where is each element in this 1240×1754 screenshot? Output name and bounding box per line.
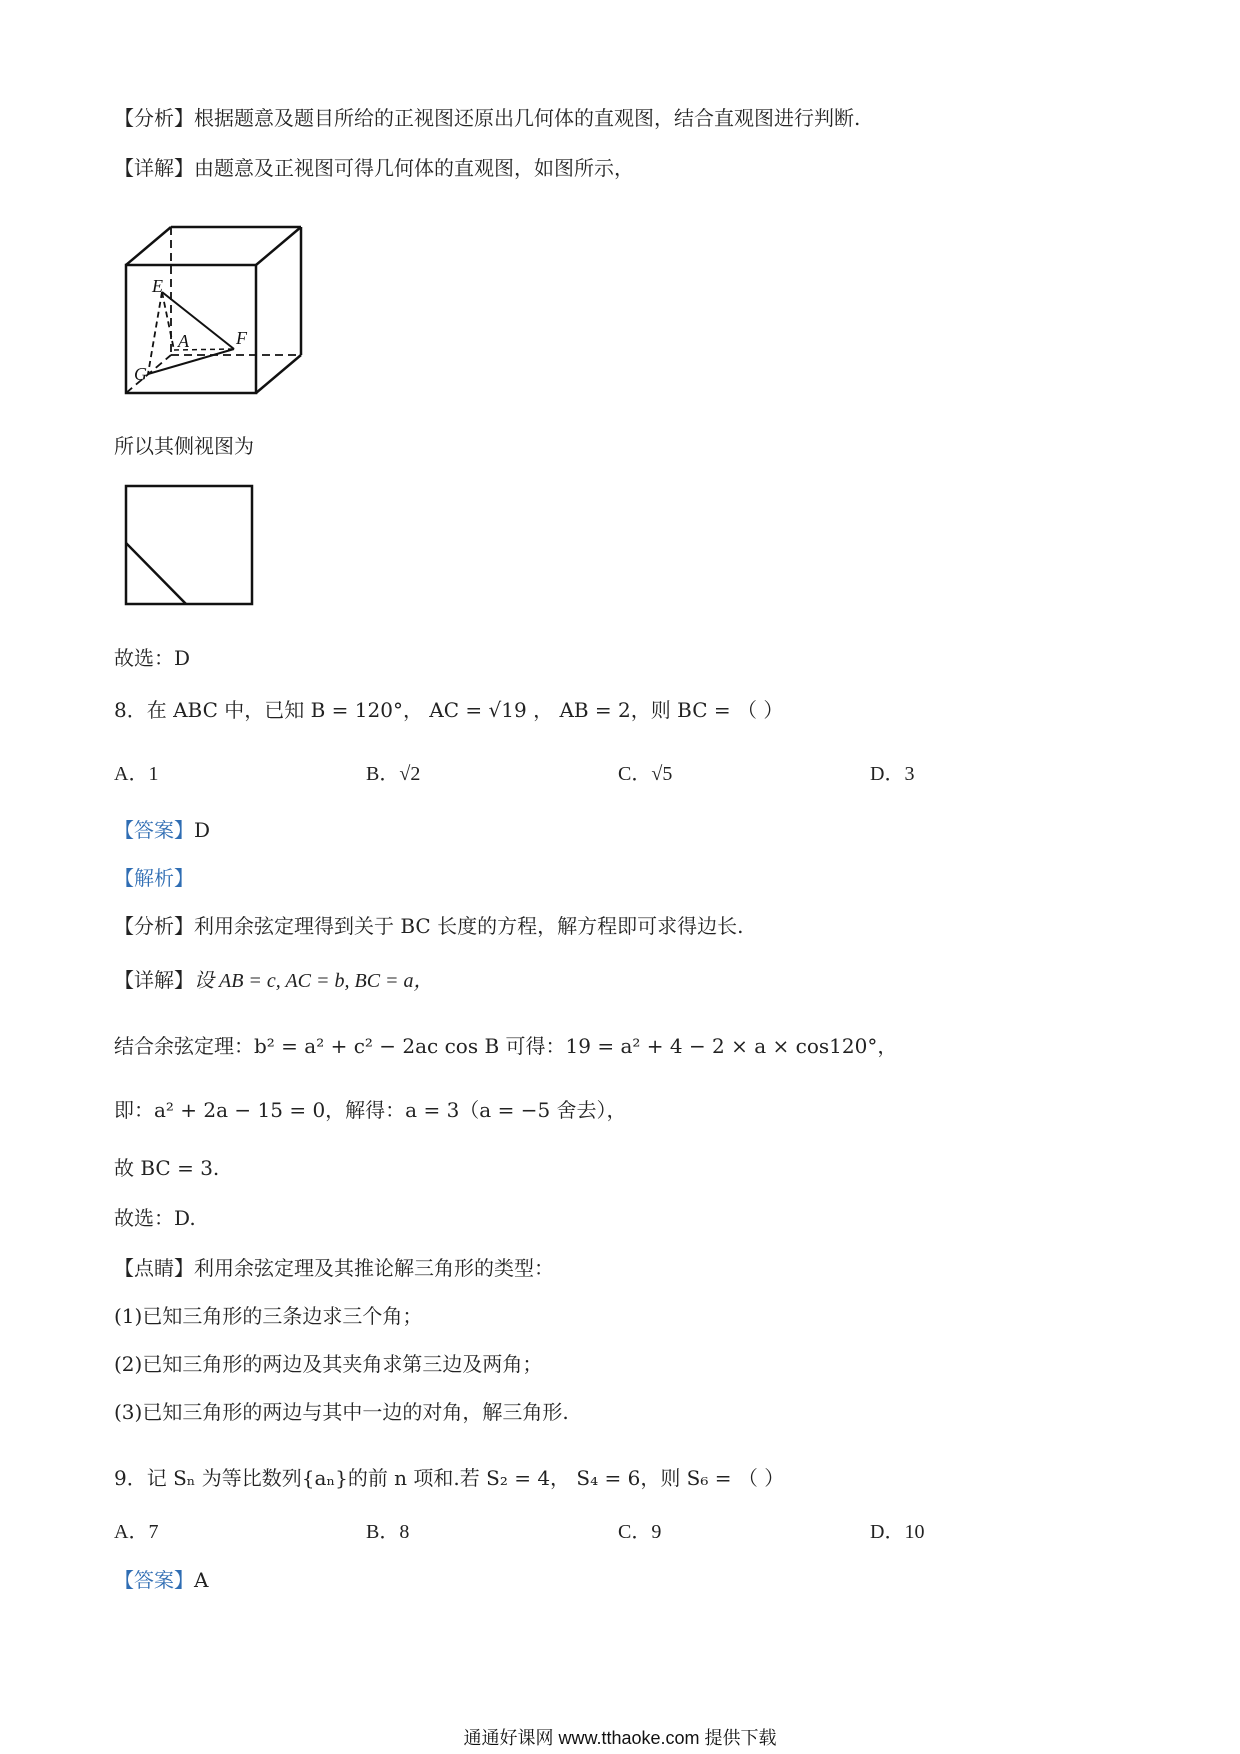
cube-figure xyxy=(118,222,318,400)
q8-answer-line xyxy=(114,816,210,844)
q8-jiexi-tag: 【解析】 xyxy=(114,866,194,890)
q8-bc-line: 故 BC = 3. xyxy=(114,1156,220,1180)
side-view-figure xyxy=(122,482,256,608)
page-footer[interactable]: 通通好课网 www.tthaoke.com 提供下载 xyxy=(463,1728,777,1748)
q8-option-c: C．√5 xyxy=(618,763,673,785)
q9-option-a: A．7 xyxy=(114,1521,159,1543)
q9-stem: 9．记 Sₙ 为等比数列{aₙ}的前 n 项和.若 S₂ = 4， S₄ = 6，则 S₆ = （ ） xyxy=(114,1466,785,1490)
q8-option-d: D．3 xyxy=(870,763,915,785)
q8-analysis-text: 利用余弦定理得到关于 BC 长度的方程，解方程即可求得边长. xyxy=(194,914,744,938)
q9-answer: A xyxy=(194,1568,209,1592)
q8-detail-tag: 【详解】 xyxy=(114,968,194,992)
detail-text: 由题意及正视图可得几何体的直观图，如图所示， xyxy=(194,156,634,180)
q9-answer-tag: 【答案】 xyxy=(114,1568,194,1592)
q8-detail-text: 设 AB = c, AC = b, BC = a， xyxy=(194,970,434,992)
label-e: E xyxy=(152,276,163,296)
q9-option-b: B．8 xyxy=(366,1521,410,1543)
q8-option-a: A．1 xyxy=(114,763,159,785)
label-f: F xyxy=(236,328,247,348)
label-g: G xyxy=(134,364,147,384)
q8-note-line xyxy=(114,1254,554,1282)
q8-note-tag: 【点睛】 xyxy=(114,1256,194,1280)
q8-option-b: B．√2 xyxy=(366,763,421,785)
q8-analysis-line xyxy=(114,912,743,940)
q8-answer: D xyxy=(194,818,211,842)
q8-detail-line xyxy=(114,966,434,995)
detail-tag: 【详解】 xyxy=(114,156,194,180)
side-view-text: 所以其侧视图为 xyxy=(114,434,254,458)
analysis-text: 根据题意及题目所给的正视图还原出几何体的直观图，结合直观图进行判断. xyxy=(194,106,861,130)
q8-note-item-1: (1)已知三角形的三条边求三个角； xyxy=(114,1304,423,1328)
q8-equation-line: 即：a² + 2a − 15 = 0，解得：a = 3（a = −5 舍去）， xyxy=(114,1098,627,1122)
q8-note-item-2: (2)已知三角形的两边及其夹角求第三边及两角； xyxy=(114,1352,543,1376)
label-a: A xyxy=(178,331,189,351)
choice-line-1: 故选：D xyxy=(114,646,191,670)
detail-line-1 xyxy=(114,154,634,182)
q8-note-text: 利用余弦定理及其推论解三角形的类型： xyxy=(194,1256,554,1280)
q8-note-item-3: (3)已知三角形的两边与其中一边的对角，解三角形. xyxy=(114,1400,569,1424)
q8-analysis-tag: 【分析】 xyxy=(114,914,194,938)
q9-option-d: D．10 xyxy=(870,1521,925,1543)
q8-stem: 8．在 ABC 中，已知 B = 120°， AC = √19 ， AB = 2，则 BC = （ ） xyxy=(114,698,784,722)
q8-choice-line: 故选：D. xyxy=(114,1206,196,1230)
analysis-tag: 【分析】 xyxy=(114,106,194,130)
q8-answer-tag: 【答案】 xyxy=(114,818,194,842)
q9-option-c: C．9 xyxy=(618,1521,662,1543)
q9-answer-line xyxy=(114,1566,208,1594)
analysis-line-1 xyxy=(114,104,860,132)
q8-cosine-line: 结合余弦定理：b² = a² + c² − 2ac cos B 可得：19 = a² + 4 − 2 × a × cos120°， xyxy=(114,1034,898,1058)
